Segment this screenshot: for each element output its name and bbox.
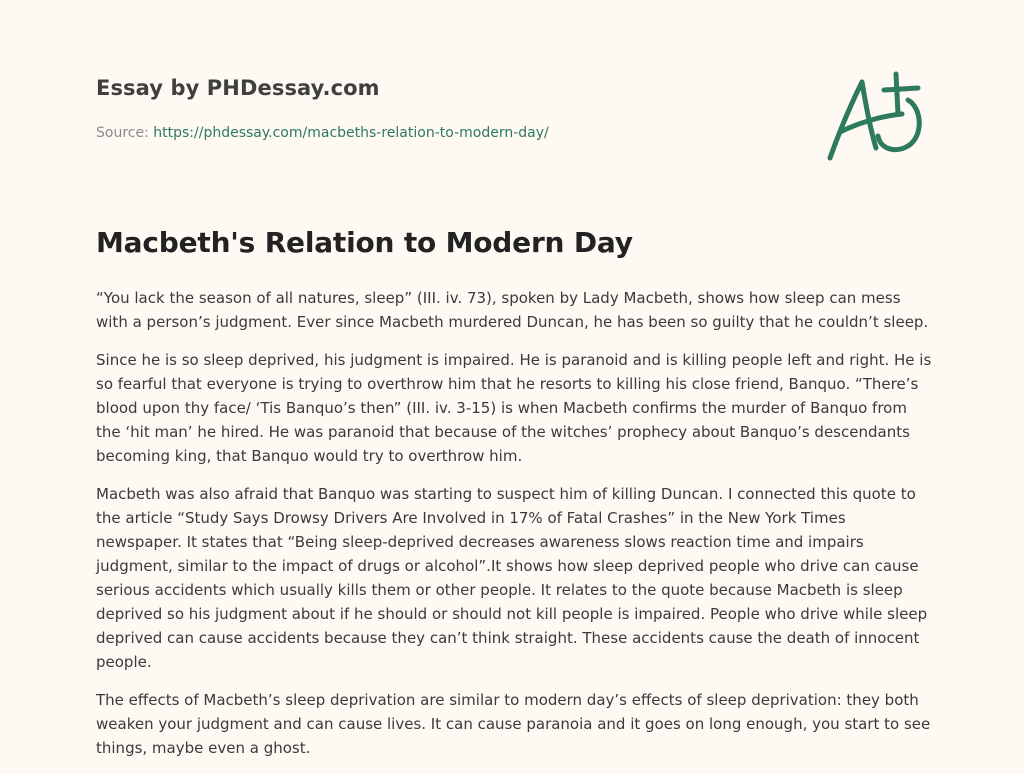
source-label: Source: bbox=[96, 125, 149, 141]
a-plus-grade-logo bbox=[822, 70, 932, 166]
a-plus-icon bbox=[822, 70, 932, 166]
essay-body bbox=[96, 286, 936, 774]
essay-title: Macbeth's Relation to Modern Day bbox=[96, 226, 633, 259]
site-title: Essay by PHDessay.com bbox=[96, 76, 380, 100]
essay-paragraph: “You lack the season of all natures, sleep” (III. iv. 73), spoken by Lady Macbeth, shows how sleep can mess with a person’s judgment. Ever since Macbeth murdered Duncan, he has been so guilty that he couldn’t sleep. bbox=[96, 289, 929, 331]
source-link[interactable]: https://phdessay.com/macbeths-relation-to-modern-day/ bbox=[153, 125, 549, 141]
essay-paragraph: Since he is so sleep deprived, his judgment is impaired. He is paranoid and is killing people left and right. He is so fearful that everyone is trying to overthrow him that he resorts to killing his close friend, Banquo. “There’s blood upon thy face/ ‘Tis Banquo’s then” (III. iv. 3-15) is when Macbeth confirms the murder of Banquo from the ‘hit man’ he hired. He was paranoid that because of the witches’ prophecy about Banquo’s descendants becoming king, that Banquo would try to overthrow him. bbox=[96, 351, 932, 465]
source-line bbox=[96, 125, 549, 141]
essay-paragraph: Macbeth was also afraid that Banquo was starting to suspect him of killing Duncan. I connected this quote to the article “Study Says Drowsy Drivers Are Involved in 17% of Fatal Crashes” in the New York Times newspaper. It states that “Being sleep-deprived decreases awareness slows reaction time and impairs judgment, similar to the impact of drugs or alcohol”.It shows how sleep deprived people who drive can cause serious accidents which usually kills them or other people. It relates to the quote because Macbeth is sleep deprived so his judgment about if he should or should not kill people is impaired. People who drive while sleep deprived can cause accidents because they can’t think straight. These accidents cause the death of innocent people. bbox=[96, 485, 928, 671]
essay-paragraph: The effects of Macbeth’s sleep deprivation are similar to modern day’s effects of sleep deprivation: they both weaken your judgment and can cause lives. It can cause paranoia and it goes on long enough, you start to see things, maybe even a ghost. bbox=[96, 691, 931, 757]
